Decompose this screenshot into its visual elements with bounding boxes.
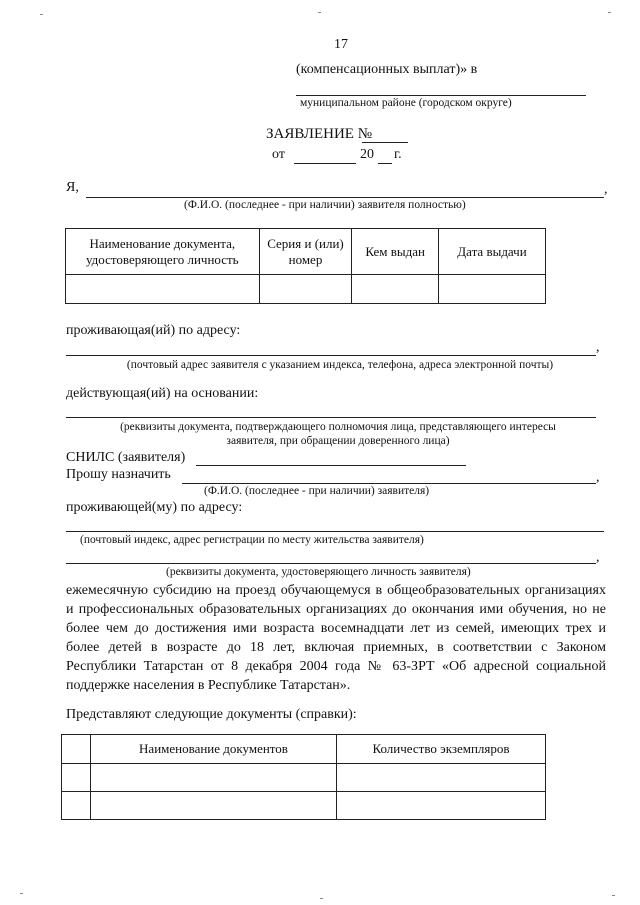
documents-label: Представляют следующие документы (справки): (66, 707, 357, 722)
documents-table (61, 734, 546, 820)
table-row (66, 275, 546, 304)
table-header-cell: Серия и (или) номер (259, 229, 352, 275)
request-caption: (Ф.И.О. (последнее - при наличии) заявителя) (204, 485, 430, 497)
table-cell[interactable] (337, 764, 546, 792)
year-suffix: г. (394, 147, 402, 162)
id-document-table (65, 228, 546, 304)
request-comma: , (596, 470, 600, 485)
table-cell[interactable] (337, 792, 546, 820)
table-header-cell: Наименование документов (91, 735, 337, 764)
table-header-cell (62, 735, 91, 764)
scan-mark (320, 898, 323, 899)
table-header-row (66, 229, 546, 275)
table-cell[interactable] (352, 275, 439, 304)
table-cell[interactable] (62, 764, 91, 792)
date-prefix: от (272, 147, 285, 162)
table-cell[interactable] (91, 764, 337, 792)
address-comma: , (596, 340, 600, 355)
table-header-cell: Наименование документа, удостоверяющего личность (66, 229, 260, 275)
table-header-row (62, 735, 546, 764)
scan-mark (608, 12, 611, 13)
year-field[interactable] (378, 163, 392, 164)
scan-mark (318, 12, 321, 13)
scan-mark (612, 895, 615, 896)
request-body-text: ежемесячную субсидию на проезд обучающемуся в общеобразовательных организациях и профессиональных образовательных организациях до окончания ими обучения, но не более чем до достижения ими возраста восемнадцати лет из семей, имеющих трех и более детей в возрасте до 18 лет, включая приемных, в соответствии с Законом Республики Татарстан от 8 декабря 2004 года № 63-ЗРТ «Об адресной социальной поддержке населения в Республике Татарстан». (66, 583, 606, 693)
table-cell[interactable] (91, 792, 337, 820)
form-title-text: ЗАЯВЛЕНИЕ № (266, 126, 373, 142)
applicant-label: Я, (66, 180, 79, 195)
address-caption: (почтовый адрес заявителя с указанием индекса, телефона, адреса электронной почты) (126, 359, 554, 371)
table-header-cell: Количество экземпляров (337, 735, 546, 764)
address-field[interactable] (66, 355, 596, 356)
scan-mark (20, 893, 23, 894)
snils-field[interactable] (196, 465, 466, 466)
snils-label: СНИЛС (заявителя) (66, 450, 186, 465)
residing-address-field[interactable] (66, 531, 604, 532)
table-cell[interactable] (62, 792, 91, 820)
table-cell[interactable] (66, 275, 260, 304)
table-row (62, 792, 546, 820)
id-details-field[interactable] (66, 563, 596, 564)
form-title (266, 126, 372, 143)
scan-mark (40, 14, 43, 15)
header-line: (компенсационных выплат)» в (296, 62, 478, 77)
basis-label: действующая(ий) на основании: (66, 386, 259, 401)
municipality-field[interactable] (296, 95, 586, 96)
basis-field[interactable] (66, 417, 596, 418)
id-details-caption: (реквизиты документа, удостоверяющего личность заявителя) (166, 566, 471, 578)
request-name-field[interactable] (182, 483, 596, 484)
year-prefix: 20 (360, 147, 374, 162)
municipality-caption: муниципальном районе (городском округе) (300, 97, 512, 109)
residing-caption: (почтовый индекс, адрес регистрации по месту жительства заявителя) (80, 534, 424, 546)
date-field[interactable] (294, 163, 356, 164)
form-number-field[interactable] (362, 142, 408, 143)
table-cell[interactable] (438, 275, 545, 304)
table-row (62, 764, 546, 792)
residing-comma: , (596, 550, 600, 565)
applicant-caption: (Ф.И.О. (последнее - при наличии) заявителя полностью) (184, 199, 466, 211)
residing-label: проживающей(му) по адресу: (66, 500, 243, 515)
table-cell[interactable] (259, 275, 352, 304)
table-header-cell: Дата выдачи (438, 229, 545, 275)
table-header-cell: Кем выдан (352, 229, 439, 275)
address-label: проживающая(ий) по адресу: (66, 323, 241, 338)
page-number: 17 (334, 37, 348, 52)
basis-caption: (реквизиты документа, подтверждающего полномочия лица, представляющего интересы заявителя, при обращении доверенного лица) (120, 421, 556, 447)
applicant-comma: , (604, 182, 608, 197)
applicant-name-field[interactable] (86, 197, 604, 198)
request-label: Прошу назначить (66, 467, 171, 482)
